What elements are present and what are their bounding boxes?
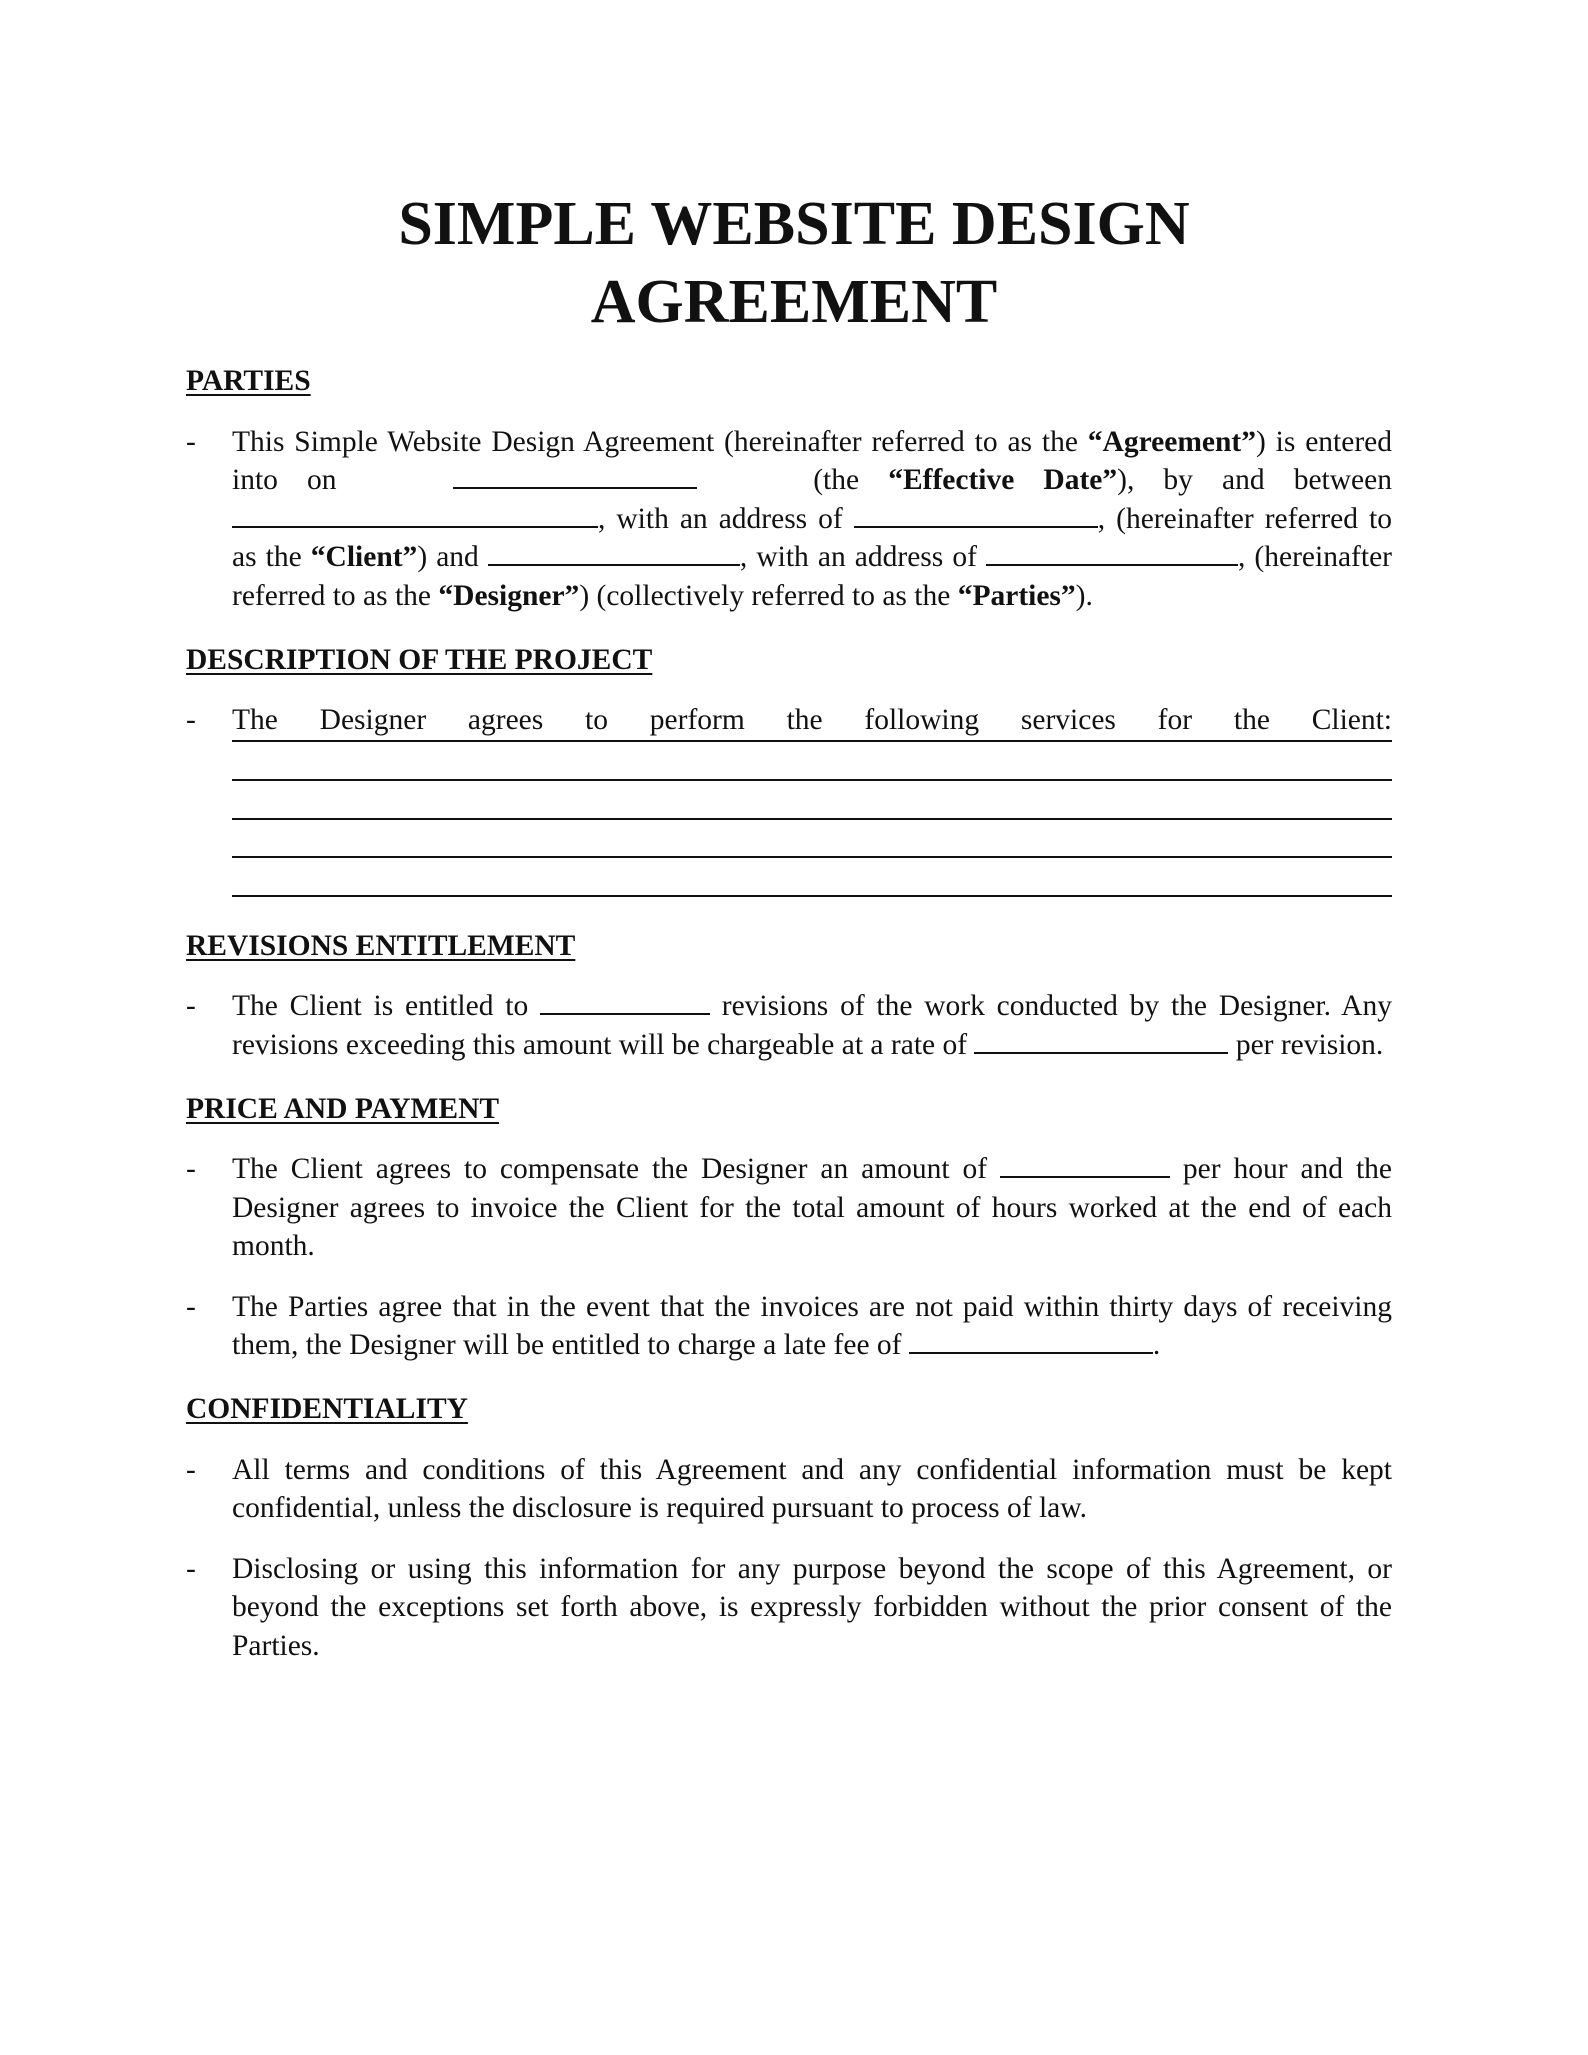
parties-text: , with an address of <box>598 502 854 535</box>
list-bullet: - <box>186 704 196 737</box>
parties-text: This Simple Website Design Agreement (hereinafter referred to as the <box>232 425 1088 458</box>
revision-rate-blank[interactable] <box>974 1026 1228 1054</box>
document-title <box>0 185 1588 341</box>
parties-text: ), by and between <box>1117 464 1392 497</box>
client-address-blank[interactable] <box>854 500 1098 528</box>
parties-text: ) and <box>417 541 488 574</box>
document-body <box>186 362 1392 1666</box>
revisions-text: revisions of the work conducted by the Designer. Any revisions exceeding this amount will be chargeable at a rate of <box>232 990 1392 1061</box>
list-bullet: - <box>186 1453 196 1486</box>
parties-text: ). <box>1075 579 1093 612</box>
list-bullet: - <box>186 1552 196 1585</box>
services-line-2[interactable] <box>232 742 1392 781</box>
revisions-text: The Client is entitled to <box>232 990 540 1023</box>
payment-text: per hour and the Designer agrees to invoice the Client for the total amount of hours worked at the end of each month. <box>232 1153 1392 1263</box>
section-heading-revisions: REVISIONS ENTITLEMENT <box>186 929 576 962</box>
payment-text: . <box>1152 1329 1161 1362</box>
parties-text: , (hereinafter referred to as the <box>232 502 1392 574</box>
revisions-count-blank[interactable] <box>540 987 710 1015</box>
parties-text: ) (collectively referred to as the <box>579 579 958 612</box>
confidentiality-text: Disclosing or using this information for any purpose beyond the scope of this Agreement, or beyond the exceptions set forth above, is expressly forbidden without the prior consent of the Parties. <box>232 1552 1392 1663</box>
title-line-2: AGREEMENT <box>590 268 998 336</box>
list-bullet: - <box>186 1290 196 1323</box>
list-bullet: - <box>186 1153 196 1186</box>
late-fee-blank[interactable] <box>909 1326 1153 1354</box>
list-bullet: - <box>186 990 196 1023</box>
revisions-clause <box>186 987 1392 1064</box>
designer-address-blank[interactable] <box>986 538 1238 566</box>
services-line-5[interactable] <box>232 858 1392 897</box>
term-designer: “Designer” <box>438 579 580 612</box>
list-bullet: - <box>186 425 196 458</box>
project-text: The Designer agrees to perform the following services for the Client: <box>232 704 1392 737</box>
term-client: “Client” <box>310 541 418 574</box>
designer-name-blank[interactable] <box>488 538 740 566</box>
client-name-blank[interactable] <box>232 500 598 528</box>
title-line-1: SIMPLE WEBSITE DESIGN <box>398 190 1190 258</box>
term-parties: “Parties” <box>957 579 1076 612</box>
parties-clause <box>186 423 1392 616</box>
parties-text: , with an address of <box>739 541 986 574</box>
services-line-3[interactable] <box>232 781 1392 820</box>
confidentiality-clause-2 <box>186 1550 1392 1666</box>
parties-text: , (hereinafter referred to as the <box>232 541 1392 612</box>
payment-text: The Client agrees to compensate the Designer an amount of <box>232 1153 1000 1186</box>
project-clause <box>186 701 1392 740</box>
hourly-rate-blank[interactable] <box>1000 1150 1170 1178</box>
section-heading-parties: PARTIES <box>186 365 311 397</box>
payment-clause-1 <box>186 1150 1392 1266</box>
section-heading-payment: PRICE AND PAYMENT <box>186 1092 500 1125</box>
section-heading-confidentiality: CONFIDENTIALITY <box>186 1393 468 1426</box>
payment-text: The Parties agree that in the event that the invoices are not paid within thirty days of receiving them, the Designer will be entitled to charge a late fee of <box>232 1290 1392 1362</box>
confidentiality-clause-1 <box>186 1451 1392 1528</box>
confidentiality-text: All terms and conditions of this Agreement and any confidential information must be kept confidential, unless the disclosure is required pursuant to process of law. <box>232 1453 1392 1525</box>
term-agreement: “Agreement” <box>1087 425 1256 458</box>
payment-clause-2 <box>186 1288 1392 1365</box>
parties-text: ) is entered into on <box>232 425 1392 497</box>
term-effective-date: “Effective Date” <box>888 464 1118 497</box>
revisions-text: per revision. <box>1228 1028 1384 1061</box>
services-line-4[interactable] <box>232 820 1392 859</box>
section-heading-project: DESCRIPTION OF THE PROJECT <box>186 643 653 676</box>
effective-date-blank[interactable] <box>453 461 697 489</box>
parties-text: (the <box>784 464 889 497</box>
